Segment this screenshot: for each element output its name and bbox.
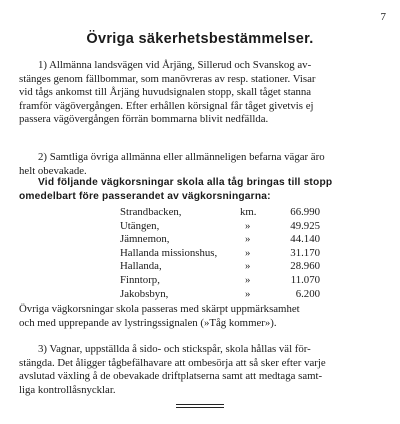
text-line: 1) Allmänna landsvägen vid Årjäng, Sillerud och Svanskog av- bbox=[38, 59, 312, 71]
crossing-unit: » bbox=[245, 246, 251, 259]
crossing-row bbox=[120, 206, 320, 220]
crossing-place: Jämnemon, bbox=[120, 233, 170, 246]
text-line: stänges genom fällbommar, som manövreras av resp. stationer. Visar bbox=[19, 72, 316, 85]
crossing-place: Strandbacken, bbox=[120, 206, 182, 218]
text-line: stängda. Det åligger tågbefälhavare att ombesörja att så sker efter varje bbox=[19, 356, 326, 369]
crossing-row bbox=[120, 288, 320, 302]
crossing-km: 44.140 bbox=[290, 233, 320, 246]
paragraph-1 bbox=[19, 59, 381, 127]
crossing-place: Hallanda, bbox=[120, 260, 162, 273]
text-line: vid tågs ankomst till Årjäng huvudsignalen stopp, skall tåget stanna bbox=[19, 86, 312, 99]
text-line: helt obevakade. bbox=[19, 164, 87, 177]
crossing-row bbox=[120, 220, 320, 234]
crossing-row bbox=[120, 233, 320, 247]
crossing-km: 31.170 bbox=[290, 246, 320, 259]
crossing-place: Finntorp, bbox=[120, 273, 160, 286]
text-line: och med upprepande av lystringssignalen (»Tåg kommer»). bbox=[19, 316, 277, 329]
page-title: Övriga säkerhetsbestämmelser. bbox=[86, 31, 314, 47]
crossing-km: 66.990 bbox=[290, 206, 320, 218]
crossing-km: 28.960 bbox=[290, 260, 320, 273]
crossing-unit: » bbox=[245, 287, 251, 300]
text-line: liga kontrollåsnycklar. bbox=[19, 383, 116, 396]
crossing-row bbox=[120, 274, 320, 288]
crossing-unit: » bbox=[245, 219, 251, 232]
end-rule-top bbox=[176, 404, 224, 405]
text-line: 3) Vagnar, uppställda å sido- och stickspår, skola hållas väl för- bbox=[38, 343, 311, 355]
crossing-place: Hallanda missionshus, bbox=[120, 246, 218, 259]
crossings-table bbox=[120, 206, 320, 301]
crossing-km: 49.925 bbox=[290, 219, 320, 232]
crossing-km: 11.070 bbox=[290, 273, 320, 286]
crossing-unit: km. bbox=[240, 206, 257, 218]
crossing-row bbox=[120, 260, 320, 274]
crossing-unit: » bbox=[245, 273, 251, 286]
text-line: Övriga vägkorsningar skola passeras med skärpt uppmärksamhet bbox=[19, 303, 300, 315]
end-rule-bottom bbox=[176, 407, 224, 408]
crossing-unit: » bbox=[245, 233, 251, 246]
paragraph-2 bbox=[19, 151, 381, 178]
crossing-km: 6.200 bbox=[295, 287, 320, 300]
text-line: 2) Samtliga övriga allmänna eller allmänneligen befarna vägar äro bbox=[38, 151, 325, 163]
paragraph-2-continued bbox=[19, 303, 381, 330]
crossing-unit: » bbox=[245, 260, 251, 273]
text-line: framför vägövergången. Efter erhållen körsignal får tåget givetvis ej bbox=[19, 99, 314, 112]
bold-notice-line-1: Vid följande vägkorsningar skola alla tåg bringas till stopp bbox=[38, 177, 333, 188]
page-number: 7 bbox=[380, 11, 386, 23]
crossing-place: Jakobsbyn, bbox=[120, 287, 169, 300]
text-line: passera vägövergången förrän bommarna blivit nedfällda. bbox=[19, 113, 269, 126]
bold-notice-line-2: omedelbart före passerandet av vägkorsningarna: bbox=[19, 191, 271, 202]
paragraph-3 bbox=[19, 343, 381, 397]
crossing-place: Utängen, bbox=[120, 219, 160, 232]
text-line: avslutad växling å de obevakade driftplatserna samt att medtaga samt- bbox=[19, 370, 323, 383]
crossing-row bbox=[120, 247, 320, 261]
